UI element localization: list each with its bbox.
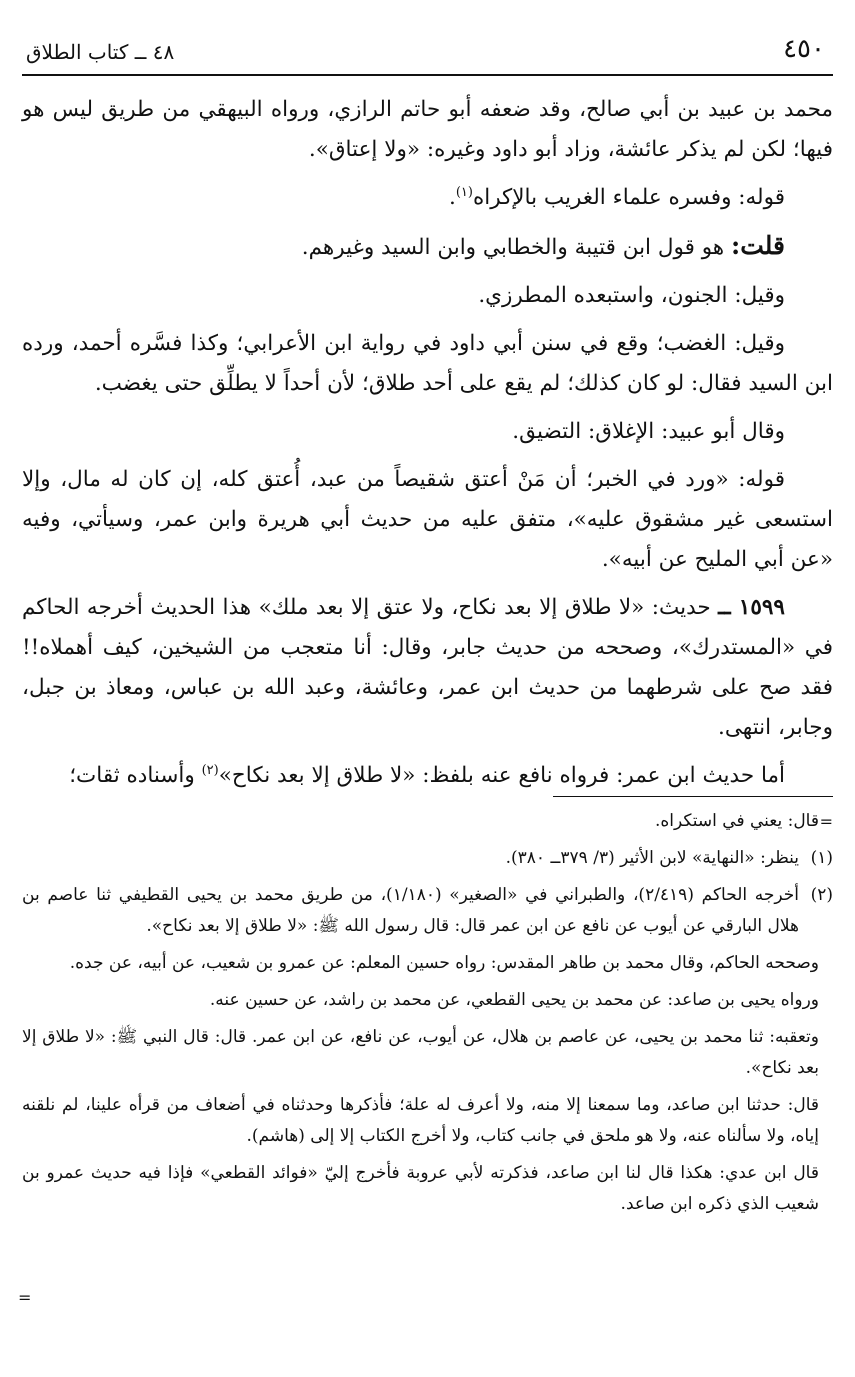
paragraph-text: أما حديث ابن عمر: فرواه نافع عنه بلفظ: «لا طلاق إلا بعد نكاح» [218, 763, 785, 788]
paragraph: وقيل: الغضب؛ وقع في سنن أبي داود في رواية ابن الأعرابي؛ وكذا فسَّره أحمد، ورده ابن السيد فقال: لو كان كذلك؛ لم يقع على أحد طلاق؛ لأن أحداً لا يطلِّق حتى يغضب. [22, 331, 833, 396]
page-header [22, 28, 833, 76]
footnote-ref: (١) [455, 184, 473, 200]
footnote-ref: (٢) [201, 762, 219, 778]
footnote-text: أخرجه الحاكم (٢/٤١٩)، والطبراني في «الصغير» (١/١٨٠)، من طريق محمد بن يحيى القطيفي ثنا عاصم بن هلال البارقي عن أيوب عن نافع عن ابن عمر قال: قال رسول الله ﷺ: «لا طلاق إلا بعد نكاح». [22, 885, 800, 936]
main-text [22, 90, 833, 804]
paragraph: وقيل: الجنون، واستبعده المطرزي. [478, 283, 785, 308]
footnote-separator [553, 796, 833, 797]
footnote-1 [22, 843, 833, 874]
continuation-mark: = [819, 812, 833, 831]
continuation-mark: = [18, 1288, 32, 1307]
qultu-lead: قلت: [730, 231, 785, 260]
paragraph [22, 756, 833, 796]
page-number: ٤٥٠ [783, 34, 825, 64]
paragraph [22, 226, 833, 268]
running-title: ٤٨ ــ كتاب الطلاق [26, 40, 175, 64]
paragraph: محمد بن عبيد بن أبي صالح، وقد ضعفه أبو حاتم الرازي، ورواه البيهقي من طريق ليس هو فيها؛ لكن لم يذكر عائشة، وزاد أبو داود وغيره: «ولا إعتاق». [22, 97, 833, 162]
footnote-paragraph: وصححه الحاكم، وقال محمد بن طاهر المقدس: رواه حسين المعلم: عن عمرو بن شعيب، عن أبيه، عن جده. [69, 953, 819, 973]
footnote-2 [22, 880, 833, 942]
footnote-continuation: قال: يعني في استكراه. [654, 811, 819, 831]
footnote-number: (٢) [810, 885, 834, 905]
footnote-paragraph: قال ابن عدي: هكذا قال لنا ابن صاعد، فذكرته لأبي عروبة فأخرج إليّ «فوائد القطعي» فإذا فيه حديث عمرو بن شعيب الذي ذكره ابن صاعد. [22, 1163, 819, 1214]
paragraph-text: قوله: وفسره علماء الغريب بالإكراه [472, 185, 785, 210]
paragraph: قوله: «ورد في الخبر؛ أن مَنْ أعتق شقيصاً من عبد، أُعتق كله، إن كان له مال، وإلا استسعى غير مشقوق عليه»، متفق عليه من حديث أبي هريرة وابن عمر، وسيأتي، وفيه «عن أبي المليح عن أبيه». [22, 467, 833, 572]
paragraph-end: وأسناده ثقات؛ [69, 763, 202, 788]
hadith-number: ١٥٩٩ ــ [718, 595, 785, 620]
footnote-paragraph: وتعقبه: ثنا محمد بن يحيى، عن عاصم بن هلال، عن أيوب، عن نافع، عن ابن عمر. قال: قال النبي ﷺ: «لا طلاق إلا بعد نكاح». [22, 1027, 819, 1078]
paragraph-end: . [448, 185, 456, 210]
footnote-number: (١) [810, 848, 833, 868]
paragraph-text: هو قول ابن قتيبة والخطابي وابن السيد وغيرهم. [301, 235, 731, 260]
paragraph [22, 178, 833, 218]
footnote-paragraph: ورواه يحيى بن صاعد: عن محمد بن يحيى القطعي، عن محمد بن راشد، عن حسين عنه. [209, 990, 819, 1010]
footnote-paragraph: قال: حدثنا ابن صاعد، وما سمعنا إلا منه، ولا أعرف له علة؛ فأذكرها وحدثناه في أضعاف من قرأه علينا، لم نلقنه إياه، ولا سألناه عنه، ولا هو ملحق في جانب كتاب، ولا أخرج الكتاب إلا إلى (هاشم). [22, 1095, 819, 1146]
paragraph: وقال أبو عبيد: الإغلاق: التضيق. [512, 419, 785, 444]
hadith-entry [22, 588, 833, 748]
footnote-text: ينظر: «النهاية» لابن الأثير (٣/ ٣٧٩ــ ٣٨٠). [505, 848, 799, 868]
hadith-text: حديث: «لا طلاق إلا بعد نكاح، ولا عتق إلا بعد ملك» هذا الحديث أخرجه الحاكم في «المستدرك»، وصححه من حديث جابر، وقال: أنا متعجب من الشيخين، كيف أهملاه!! فقد صح على شرطهما من حديث ابن عمر، وعائشة، وعبد الله بن عباس، ومعاذ بن جبل، وجابر، انتهى. [22, 595, 833, 740]
footnotes [22, 806, 833, 1226]
